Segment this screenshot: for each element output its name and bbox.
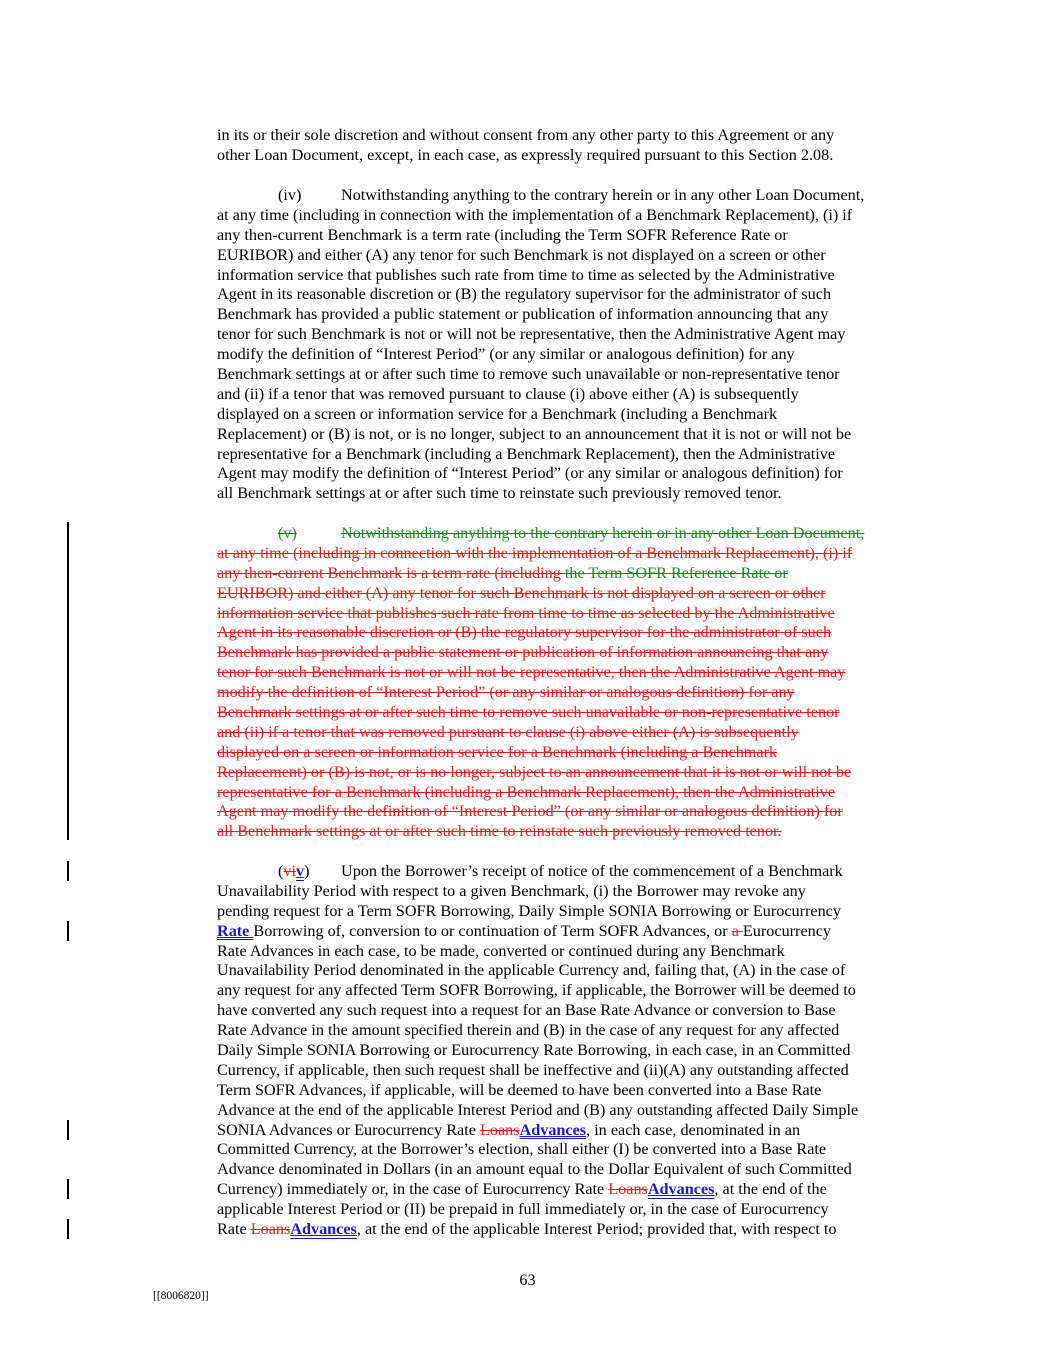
text-line: SONIA Advances or Eurocurrency Rate LoansAdvances, in each case, denominated in an — [217, 1120, 801, 1139]
text-line: modify the definition of “Interest Period” (or any similar or analogous definition) for any — [217, 683, 795, 702]
text-line: Unavailability Period with respect to a given Benchmark, (i) the Borrower may revoke any — [217, 881, 806, 900]
text-line: other Loan Document, except, in each case, as expressly required pursuant to this Section 2.08. — [217, 145, 834, 164]
text-line: Benchmark settings at or after such time to remove such unavailable or non-representative tenor — [217, 365, 840, 384]
paragraph-iv — [217, 186, 902, 504]
text-line: Unavailability Period denominated in the applicable Currency and, failing that, (A) in the case of — [217, 961, 846, 980]
text-line: Benchmark has provided a public statement or publication of information announcing that any — [217, 643, 829, 662]
document-reference: [[8006820]] — [153, 1290, 209, 1302]
text-line: (v) Notwithstanding anything to the contrary herein or in any other Loan Document, — [278, 524, 865, 542]
text-line: and (ii) if a tenor that was removed pursuant to clause (i) above either (A) is subsequently — [217, 384, 799, 403]
text-line: Benchmark has provided a public statement or publication of information announcing that any — [217, 305, 829, 324]
text-line: applicable Interest Period or (II) be prepaid in full immediately or, in the case of Eurocurrency — [217, 1200, 829, 1219]
text-line: Agent may modify the definition of “Interest Period” (or any similar or analogous definition) for — [217, 464, 843, 483]
text-line: any then-current Benchmark is a term rate (including the Term SOFR Reference Rate or — [217, 563, 788, 582]
text-line: and (ii) if a tenor that was removed pursuant to clause (i) above either (A) is subsequently — [217, 722, 799, 741]
text-line: Currency) immediately or, in the case of Eurocurrency Rate LoansAdvances, at the end of the — [217, 1180, 827, 1199]
paragraph-continuation — [217, 126, 902, 166]
text-line: (iv) Notwithstanding anything to the contrary herein or in any other Loan Document, — [278, 186, 865, 204]
text-line: Daily Simple SONIA Borrowing or Eurocurrency Rate Borrowing, in each case, in an Committed — [217, 1041, 851, 1060]
paragraph-v-deleted — [217, 524, 902, 842]
text-line: information service that publishes such rate from time to time as selected by the Administrative — [217, 265, 835, 284]
text-line: Rate Advances in each case, to be made, converted or continued during any Benchmark — [217, 941, 785, 960]
inserted-text: Rate — [217, 921, 254, 940]
text-line: information service that publishes such rate from time to time as selected by the Administrative — [217, 603, 835, 622]
text-line: displayed on a screen or information service for a Benchmark (including a Benchmark — [217, 742, 778, 761]
text-line: Advance at the end of the applicable Interest Period and (B) any outstanding affected Daily Simple — [217, 1100, 859, 1119]
deleted-text: Loans — [608, 1180, 648, 1199]
text-line: in its or their sole discretion and without consent from any other party to this Agreement or any — [217, 126, 835, 144]
text-line: any request for any affected Term SOFR Borrowing, if applicable, the Borrower will be deemed to — [217, 981, 856, 1000]
change-bar — [67, 861, 69, 881]
text-line: Replacement) or (B) is not, or is no longer, subject to an announcement that it is not or will not be — [217, 424, 852, 443]
text-line: have converted any such request into a request for an Base Rate Advance or conversion to Base — [217, 1001, 836, 1020]
text-line: Rate Borrowing of, conversion to or continuation of Term SOFR Advances, or a Eurocurrency — [217, 921, 832, 940]
text-line: Agent may modify the definition of “Interest Period” (or any similar or analogous definition) for — [217, 802, 843, 821]
text-line: Committed Currency, at the Borrower’s election, shall either (I) be converted into a Base Rate — [217, 1140, 827, 1159]
text-line: all Benchmark settings at or after such time to reinstate such previously removed tenor. — [217, 822, 782, 841]
inserted-text: Advances — [290, 1220, 357, 1239]
text-line: all Benchmark settings at or after such time to reinstate such previously removed tenor. — [217, 484, 782, 503]
text-line: pending request for a Term SOFR Borrowing, Daily Simple SONIA Borrowing or Eurocurrency — [217, 901, 841, 920]
text-line: Agent in its reasonable discretion or (B) the regulatory supervisor for the administrator of such — [217, 285, 832, 304]
text-line: modify the definition of “Interest Period” (or any similar or analogous definition) for any — [217, 345, 795, 364]
text-line: EURIBOR) and either (A) any tenor for such Benchmark is not displayed on a screen or other — [217, 245, 826, 264]
deleted-text: a — [731, 921, 743, 940]
change-bar — [67, 1179, 69, 1199]
text-line: Rate LoansAdvances, at the end of the applicable Interest Period; provided that, with respect to — [217, 1220, 837, 1239]
text-line: tenor for such Benchmark is not or will not be representative, then the Administrative Agent may — [217, 663, 846, 682]
inserted-text: Advances — [519, 1120, 587, 1139]
text-line: (viv) Upon the Borrower’s receipt of notice of the commencement of a Benchmark — [278, 862, 843, 880]
change-bar — [67, 1120, 69, 1140]
change-bar — [67, 1219, 69, 1239]
text-line: Term SOFR Advances, if applicable, will be deemed to have been converted into a Base Rate — [217, 1080, 822, 1099]
deleted-text: Loans — [479, 1120, 520, 1139]
text-line: Advance denominated in Dollars (in an amount equal to the Dollar Equivalent of such Committed — [217, 1160, 852, 1179]
deleted-text: Loans — [250, 1220, 291, 1239]
text-line: Benchmark settings at or after such time to remove such unavailable or non-representative tenor — [217, 703, 840, 722]
inserted-text: Advances — [647, 1180, 715, 1199]
text-line: EURIBOR) and either (A) any tenor for such Benchmark is not displayed on a screen or other — [217, 583, 826, 602]
text-line: Replacement) or (B) is not, or is no longer, subject to an announcement that it is not or will not be — [217, 762, 852, 781]
page-number: 63 — [519, 1271, 536, 1289]
change-bar — [67, 522, 69, 840]
clause-marker: (v) — [278, 524, 297, 542]
text-line: tenor for such Benchmark is not or will not be representative, then the Administrative Agent may — [217, 325, 846, 344]
text-line: at any time (including in connection with the implementation of a Benchmark Replacement), (i) if — [217, 543, 853, 562]
text-line: Rate Advance in the amount specified therein and (B) in the case of any request for any affected — [217, 1021, 840, 1040]
clause-marker: (iv) — [278, 186, 302, 204]
change-bar — [67, 921, 69, 941]
paragraph-vi — [217, 862, 902, 1240]
text-line: representative for a Benchmark (including a Benchmark Replacement), then the Administrative — [217, 782, 836, 801]
text-line: any then-current Benchmark is a term rate (including the Term SOFR Reference Rate or — [217, 225, 788, 244]
text-line: representative for a Benchmark (including a Benchmark Replacement), then the Administrative — [217, 444, 836, 463]
text-line: Agent in its reasonable discretion or (B) the regulatory supervisor for the administrator of such — [217, 623, 832, 642]
text-line: at any time (including in connection with the implementation of a Benchmark Replacement), (i) if — [217, 205, 853, 224]
clause-marker: (viv) — [278, 862, 310, 880]
text-line: displayed on a screen or information service for a Benchmark (including a Benchmark — [217, 404, 778, 423]
text-line: Currency, if applicable, then such request shall be ineffective and (ii)(A) any outstanding affected — [217, 1060, 849, 1079]
